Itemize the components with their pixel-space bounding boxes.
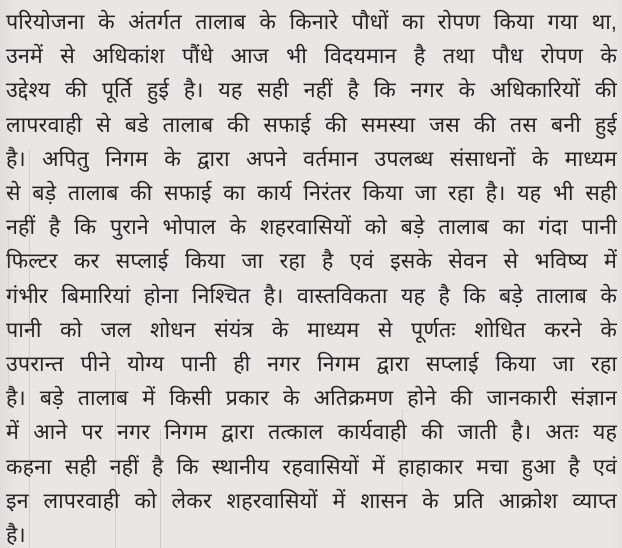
text-line-5: है। अपितु निगम के द्वारा अपने वर्तमान उपलब्ध संसाधनों के माध्यम: [6, 146, 617, 171]
text-line-13: में आने पर नगर निगम द्वारा तत्काल कार्यवाही की जाती है। अतः यह: [6, 420, 617, 445]
text-line-12: है। बड़े तालाब में किसी प्रकार के अतिक्रमण होने की जानकारी संज्ञान: [6, 386, 617, 411]
text-line-11: उपरान्त पीने योग्य पानी ही नगर निगम द्वारा सप्लाई किया जा रहा: [6, 352, 617, 377]
text-line-9: गंभीर बिमारियां होना निश्चित है। वास्तविकता यह है कि बड़े तालाब के: [6, 283, 617, 308]
text-line-8: फिल्टर कर सप्लाई किया जा रहा है एवं इसके सेवन से भविष्य में: [6, 249, 617, 274]
text-line-3: उद्देश्य की पूर्ति हुई है। यह सही नहीं है कि नगर के अधिकारियों की: [6, 78, 617, 103]
text-line-15: इन लापरवाही को लेकर शहरवासियों में शासन के प्रति आक्रोश व्याप्त: [6, 488, 617, 513]
text-line-4: लापरवाही से बडे तालाब की सफाई की समस्या जस की तस बनी हुई: [6, 112, 617, 137]
text-line-2: उनमें से अधिकांश पौंधे आज भी विदयमान है तथा पौध रोपण के: [6, 44, 617, 69]
text-line-1: परियोजना के अंतर्गत तालाब के किनारे पौधों का रोपण किया गया था,: [6, 10, 617, 34]
paragraph: [6, 5, 617, 548]
text-line-6: से बड़े तालाब की सफाई का कार्य निरंतर किया जा रहा है। यह भी सही: [6, 181, 617, 206]
text-line-10: पानी को जल शोधन संयंत्र के माध्यम से पूर्णतः शोधित करने के: [6, 317, 617, 342]
text-line-7: नहीं है कि पुराने भोपाल के शहरवासियों को बड़े तालाब का गंदा पानी: [6, 215, 617, 240]
text-line-16: है।: [6, 523, 26, 548]
text-line-14: कहना सही नहीं है कि स्थानीय रहवासियों में हाहाकार मचा हुआ है एवं: [6, 454, 617, 479]
